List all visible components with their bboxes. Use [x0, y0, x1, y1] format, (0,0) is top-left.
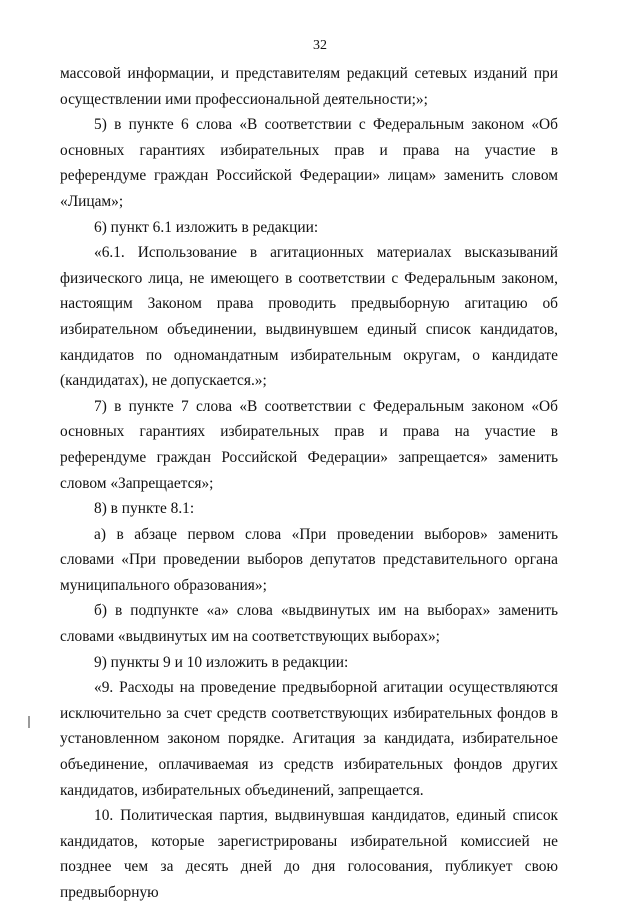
paragraph-10: «9. Расходы на проведение предвыборной агитации осуществляются исключительно за счет средств соответствующих избирательных фондов в установленном законом порядке. Агитация за кандидата, избирательное объединение, оплачиваемая из средств избирательных фондов других кандидатов, избирательных объединений, запрещается.: [60, 679, 558, 799]
paragraph-4: «6.1. Использование в агитационных материалах высказываний физического лица, не имеющего в соответствии с Федеральным законом, настоящим Законом права проводить предвыборную агитацию об избирательном объединении, выдвинувшем единый список кандидатов, кандидатов по одномандатным избирательным округам, о кандидате (кандидатах), не допускается.»;: [60, 244, 558, 390]
paragraph-9: 9) пункты 9 и 10 изложить в редакции:: [94, 653, 349, 671]
scan-mark: [28, 716, 30, 728]
paragraph-2: 5) в пункте 6 слова «В соответствии с Федеральным законом «Об основных гарантиях избирательных прав и права на участие в референдуме граждан Российской Федерации» лицам» заменить словом «Лицам»;: [60, 116, 558, 210]
paragraph-6: 8) в пункте 8.1:: [94, 500, 195, 518]
paragraph-1: массовой информации, и представителям редакций сетевых изданий при осуществлении ими профессиональной деятельности;»;: [60, 65, 558, 108]
page-number: 32: [313, 38, 327, 53]
paragraph-5: 7) в пункте 7 слова «В соответствии с Федеральным законом «Об основных гарантиях избирательных прав и права на участие в референдуме граждан Российской Федерации» запрещается» заменить словом «Запрещается»;: [60, 397, 558, 492]
paragraph-11: 10. Политическая партия, выдвинувшая кандидатов, единый список кандидатов, которые зарегистрированы избирательной комиссией не позднее чем за десять дней до дня голосования, публикует свою предвыборную: [60, 807, 558, 901]
paragraph-3: 6) пункт 6.1 изложить в редакции:: [94, 218, 319, 236]
document-body: [60, 61, 558, 906]
paragraph-7: а) в абзаце первом слова «При проведении выборов» заменить словами «При проведении выборов депутатов представительного органа муниципального образования»;: [60, 525, 558, 594]
paragraph-8: б) в подпункте «а» слова «выдвинутых им на выборах» заменить словами «выдвинутых им на соответствующих выборах»;: [60, 602, 558, 646]
